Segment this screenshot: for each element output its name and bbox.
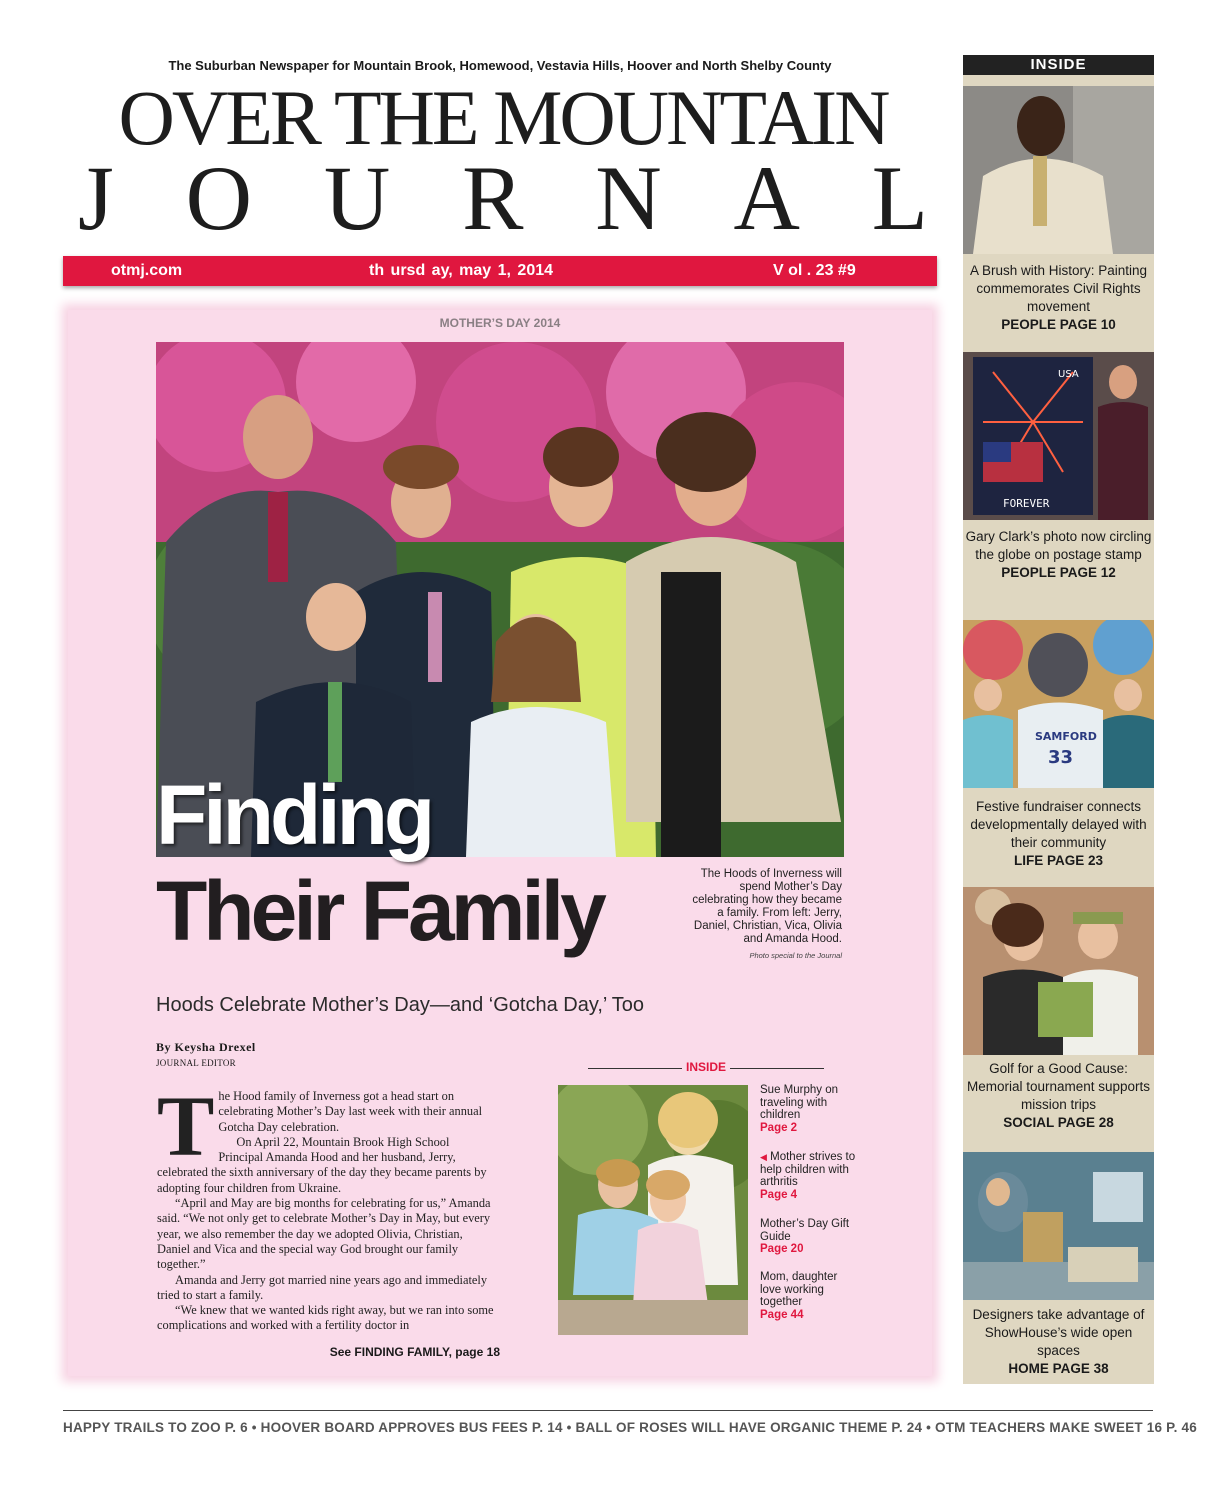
photo-caption: The Hoods of Inverness will spend Mother’s Day celebrating how they became a family. From left: Jerry, Daniel, Christian, Vica, Olivia and Amanda Hood. <box>692 868 842 945</box>
story-paragraph: “We knew that we wanted kids right away, but we ran into some complications and worked with a fertility doctor in <box>157 1303 494 1333</box>
inside-teaser[interactable] <box>760 1218 860 1256</box>
inside-teaser-text: Mother strives to help children with arthritis <box>760 1151 856 1188</box>
rail-item-text: A Brush with History: Painting commemorates Civil Rights movement <box>969 263 1148 314</box>
masthead-letter: L <box>871 147 928 249</box>
rail-item-text: Festive fundraiser connects developmentally delayed with their community <box>970 799 1147 850</box>
masthead-tagline: The Suburban Newspaper for Mountain Brook, Homewood, Vestavia Hills, Hoover and North Shelby County <box>168 58 832 73</box>
photo-credit: Photo special to the Journal <box>749 951 842 960</box>
inside-label: INSIDE <box>682 1060 730 1074</box>
rail-item-text: Gary Clark’s photo now circling the globe on postage stamp <box>965 529 1152 562</box>
masthead-letter: N <box>595 147 662 249</box>
rail-item-section: LIFE PAGE 23 <box>1013 853 1104 868</box>
inside-teaser-page: Page 44 <box>760 1308 804 1321</box>
story-kicker: MOTHER’S DAY 2014 <box>439 316 561 330</box>
info-bar <box>63 256 937 286</box>
rail-item-section: HOME PAGE 38 <box>1008 1361 1109 1376</box>
rail-item[interactable] <box>963 1306 1154 1378</box>
story-paragraph: Amanda and Jerry got married nine years ago and immediately tried to start a family. <box>157 1272 488 1302</box>
story-paragraph: he Hood family of Inverness got a head start on celebrating Mother’s Day last week with their annual Gotcha Day celebration. <box>218 1089 483 1134</box>
rail-item-text: Designers take advantage of ShowHouse’s wide open spaces <box>972 1307 1145 1358</box>
inside-teaser-text: Mother’s Day Gift Guide <box>760 1218 850 1243</box>
stamp-forever-text: FOREVER <box>1003 497 1050 510</box>
stamp-usa-text: USA <box>1058 369 1079 380</box>
issue-volume: V ol . 23 #9 <box>773 262 856 279</box>
headline-line2: Their Family <box>156 864 603 958</box>
bottom-teasers[interactable]: HAPPY TRAILS TO ZOO P. 6 • HOOVER BOARD APPROVES BUS FEES P. 14 • BALL OF ROSES WILL HAVE ORGANIC THEME P. 24 • OTM TEACHERS MAKE SWEET 16 P. 46 <box>63 1420 1197 1435</box>
inside-teaser-page: Page 2 <box>760 1121 798 1134</box>
rail-item-section: PEOPLE PAGE 12 <box>1001 565 1116 580</box>
story-paragraph: On April 22, Mountain Brook High School Principal Amanda Hood and her husband, Jerry, celebrated the sixth anniversary of the day they became parents by adopting four children from Ukraine. <box>157 1134 487 1195</box>
rail-item-section: SOCIAL PAGE 28 <box>1003 1115 1114 1130</box>
masthead-letter: O <box>185 147 253 249</box>
jump-line[interactable]: See FINDING FAMILY, page 18 <box>329 1345 500 1359</box>
story-body <box>157 1078 497 1334</box>
stamp-photo[interactable] <box>963 352 1154 520</box>
inside-teaser[interactable] <box>760 1084 860 1134</box>
issue-date: th ursd ay, may 1, 2014 <box>369 262 554 279</box>
drop-cap: T <box>157 1078 215 1174</box>
site-link[interactable]: otmj.com <box>111 262 183 279</box>
rail-item-text: Golf for a Good Cause: Memorial tournament supports mission trips <box>966 1061 1151 1112</box>
jersey-text: SAMFORD <box>1035 730 1097 743</box>
story-paragraph: “April and May are big months for celebrating for us,” Amanda said. “We not only get to celebrate Mother’s Day in May, but every year, we also remember the day we adopted Olivia, Christian, Daniel and Vica and the special way God brought our family together.” <box>157 1196 491 1272</box>
jersey-number: 33 <box>1048 747 1074 768</box>
triangle-left-icon: ◀ <box>760 1152 767 1162</box>
headline-line1: Finding <box>156 768 432 862</box>
painting-photo[interactable] <box>963 86 1154 254</box>
rail-item[interactable] <box>963 798 1154 870</box>
showhouse-photo[interactable] <box>963 1152 1154 1300</box>
byline-role: JOURNAL EDITOR <box>156 1058 236 1068</box>
rail-header: INSIDE <box>963 55 1154 75</box>
masthead-letter: A <box>733 147 800 249</box>
masthead-letter: U <box>323 147 391 249</box>
rail-item[interactable] <box>963 262 1154 334</box>
fundraiser-photo[interactable] <box>963 620 1154 788</box>
rail-item-section: PEOPLE PAGE 10 <box>1001 317 1116 332</box>
golf-photo[interactable] <box>963 887 1154 1055</box>
bottom-divider <box>63 1410 1153 1411</box>
rail-item[interactable] <box>963 1060 1154 1132</box>
byline: By Keysha Drexel <box>156 1040 256 1054</box>
inside-teaser-text: Mom, daughter love working together <box>760 1271 838 1308</box>
inside-teaser-page: Page 4 <box>760 1188 798 1201</box>
inside-teaser-page: Page 20 <box>760 1243 804 1255</box>
inside-teaser[interactable] <box>760 1271 860 1321</box>
masthead-letter: J <box>78 147 114 249</box>
story-deck: Hoods Celebrate Mother’s Day—and ‘Gotcha Day,’ Too <box>156 994 645 1016</box>
mother-children-photo[interactable] <box>558 1085 748 1335</box>
inside-teaser-text: Sue Murphy on traveling with children <box>760 1084 838 1121</box>
inside-teaser[interactable] <box>760 1151 860 1201</box>
masthead-title-line2 <box>78 147 928 249</box>
rail-item[interactable] <box>963 528 1154 582</box>
masthead-letter: R <box>462 147 524 249</box>
masthead-title-line1: OVER THE MOUNTAIN <box>118 74 888 161</box>
